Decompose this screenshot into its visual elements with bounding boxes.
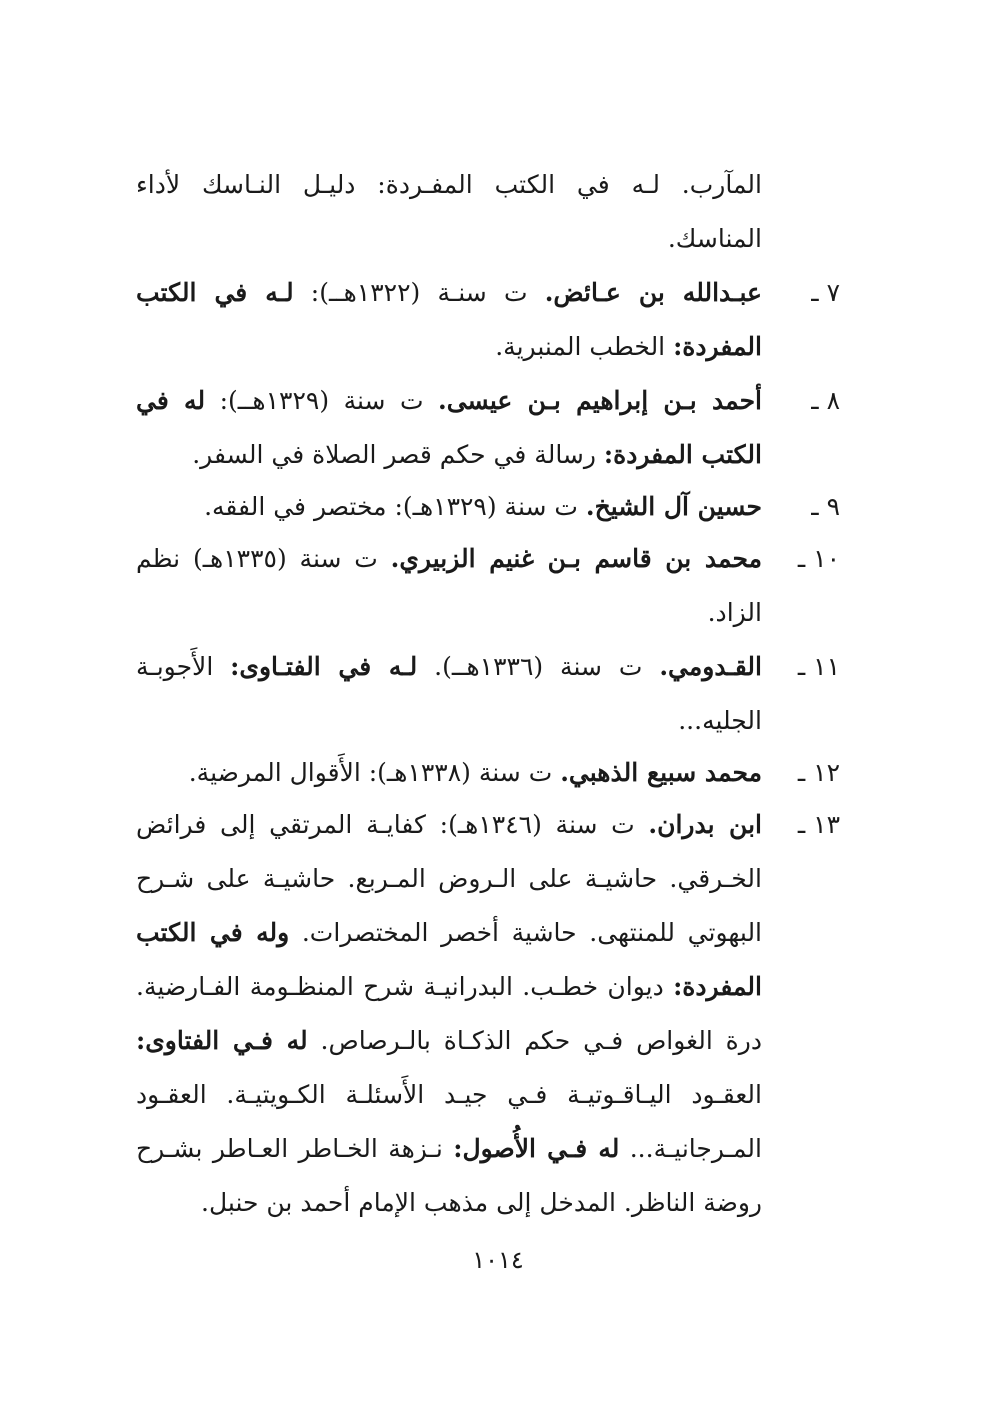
entry-8 (120, 374, 840, 482)
continuation-paragraph (120, 158, 840, 266)
entry-number: ١٣ ـ (797, 810, 840, 839)
death-date: ت سنة (١٣٢٩هـ): (386, 492, 586, 521)
works-list: نظم الزاد. (136, 544, 762, 627)
scholar-name: ابن بدران. (648, 810, 762, 839)
works-list: ديوان خطـب. البدرانيـة شرح المنظـومة الفـارضية. درة الغواص فـي حكم الذكـاة بالـرصاص. (136, 972, 762, 1055)
entry-text (120, 640, 762, 748)
entry-text (120, 798, 762, 1230)
entry-text (120, 532, 762, 640)
entry-number: ٩ ـ (811, 492, 840, 521)
death-date: ت سنة (١٣٣٥هـ) (180, 544, 391, 573)
scholar-name: حسين آل الشيخ. (585, 492, 762, 521)
entry-number: ١٢ ـ (797, 758, 840, 787)
entry-number: ٧ ـ (811, 278, 840, 307)
document-page (120, 158, 840, 1230)
entry-number: ١١ ـ (797, 652, 840, 681)
works-list: العقـود اليـاقـوتيـة فـي جيـد الأَسئلـة الكـويتيـة. العقـود المـرجانيـة... (136, 1080, 762, 1163)
works-list: نـزهة الخـاطر العـاطر بشـرح روضة الناظر. المدخل إلى مذهب الإمام أحمد بن حنبل. (136, 1134, 762, 1217)
entry-12 (120, 748, 840, 798)
death-date: ت سنـة (١٣٢٢هــ): (293, 278, 545, 307)
page-number: ١٠١٤ (472, 1246, 524, 1274)
works-list: مختصر في الفقه. (204, 492, 387, 521)
works-list: رسالة في حكم قصر الصلاة في السفر. (192, 440, 604, 469)
entry-text (120, 748, 762, 798)
death-date: ت سنة (١٣٢٩هــ): (205, 386, 439, 415)
works-list: الخطب المنبرية. (495, 332, 674, 361)
works-label: له فـي الفتاوى: (136, 1026, 308, 1055)
continuation-text: المآرب. لـه في الكتب المفـردة: دليـل النـاسك لأداء المناسك. (136, 170, 762, 253)
death-date: ت سنة (١٣٤٦هـ): (425, 810, 649, 839)
scholar-name: القـدومي. (659, 652, 762, 681)
entry-text (120, 266, 762, 374)
works-label: له فـي الأُصول: (453, 1134, 620, 1163)
entry-number: ٨ ـ (811, 386, 840, 415)
death-date: ت سنة (١٣٣٦هــ). (417, 652, 660, 681)
scholar-name: محمد سبيع الذهبي. (560, 758, 762, 787)
works-label: لـه في الكتب المفردة: (136, 278, 762, 361)
entry-9 (120, 482, 840, 532)
entry-7 (120, 266, 840, 374)
works-list: الأَقوال المرضية. (188, 758, 361, 787)
works-list: الأَجوبـة الجليه... (136, 652, 762, 735)
entry-13 (120, 798, 840, 1230)
works-list: كفايـة المرتقي إلى فرائض الخـرقي. حاشيـة على الـروض المـربع. حاشيـة على شـرح البهوتي للمنتهى. حاشية أخصر المختصرات. (136, 810, 763, 947)
works-label: لـه في الفتـاوى: (230, 652, 418, 681)
scholar-name: عبـدالله بن عـائض. (544, 278, 762, 307)
works-label: له في الكتب المفردة: (136, 386, 762, 469)
scholar-name: أحمد بـن إبراهيم بـن عيسى. (438, 386, 762, 415)
death-date: ت سنة (١٣٣٨هـ): (360, 758, 561, 787)
entry-number: ١٠ ـ (797, 544, 840, 573)
entry-text (120, 374, 762, 482)
entry-10 (120, 532, 840, 640)
entry-11 (120, 640, 840, 748)
scholar-name: محمد بن قاسم بـن غنيم الزبيري. (390, 544, 762, 573)
entry-text (120, 482, 762, 532)
works-label: وله في الكتب المفردة: (136, 918, 762, 1001)
